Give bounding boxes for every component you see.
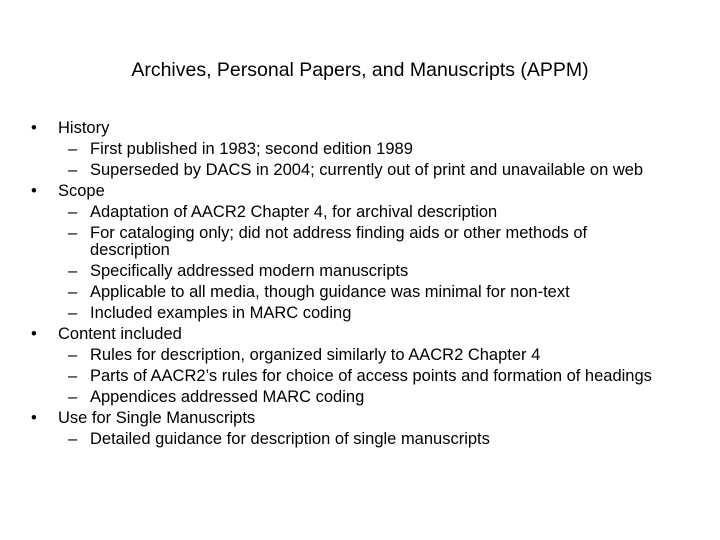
dash-icon: – bbox=[68, 161, 78, 179]
sub-bullet-text: Detailed guidance for description of single manuscripts bbox=[90, 430, 490, 448]
sub-bullet-item bbox=[58, 389, 720, 406]
dash-icon: – bbox=[68, 346, 78, 364]
bullet-item bbox=[0, 326, 720, 406]
bullet-item bbox=[0, 410, 720, 448]
sub-bullet-list bbox=[58, 347, 720, 406]
slide-title: Archives, Personal Papers, and Manuscripts (APPM) bbox=[131, 59, 589, 81]
sub-bullet-item bbox=[58, 284, 720, 301]
sub-bullet-text: Specifically addressed modern manuscripts bbox=[90, 262, 409, 280]
dash-icon: – bbox=[68, 367, 78, 385]
dash-icon: – bbox=[68, 140, 78, 158]
bullet-item bbox=[0, 183, 720, 322]
sub-bullet-text: First published in 1983; second edition 1989 bbox=[90, 140, 413, 158]
sub-bullet-text: For cataloging only; did not address finding aids or other methods of description bbox=[90, 224, 588, 259]
sub-bullet-list bbox=[58, 141, 720, 179]
sub-bullet-item bbox=[58, 162, 720, 179]
sub-bullet-list bbox=[58, 204, 720, 322]
sub-bullet-text: Adaptation of AACR2 Chapter 4, for archival description bbox=[90, 203, 498, 221]
bullet-label: Content included bbox=[58, 325, 182, 343]
sub-bullet-item bbox=[58, 225, 720, 259]
sub-bullet-item bbox=[58, 263, 720, 280]
bullet-label: Scope bbox=[58, 182, 105, 200]
bullet-icon: • bbox=[31, 409, 37, 427]
sub-bullet-text: Appendices addressed MARC coding bbox=[90, 388, 365, 406]
sub-bullet-item bbox=[58, 141, 720, 158]
sub-bullet-item bbox=[58, 347, 720, 364]
bullet-label: Use for Single Manuscripts bbox=[58, 409, 256, 427]
sub-bullet-text: Superseded by DACS in 2004; currently out of print and unavailable on web bbox=[90, 161, 644, 179]
sub-bullet-list bbox=[58, 431, 720, 448]
sub-bullet-item bbox=[58, 305, 720, 322]
bullet-icon: • bbox=[31, 119, 37, 137]
bullet-list bbox=[0, 120, 720, 448]
dash-icon: – bbox=[68, 388, 78, 406]
bullet-item bbox=[0, 120, 720, 179]
sub-bullet-item bbox=[58, 204, 720, 221]
sub-bullet-item bbox=[58, 431, 720, 448]
sub-bullet-item bbox=[58, 368, 720, 385]
dash-icon: – bbox=[68, 224, 78, 242]
dash-icon: – bbox=[68, 430, 78, 448]
bullet-icon: • bbox=[31, 182, 37, 200]
sub-bullet-text: Parts of AACR2’s rules for choice of access points and formation of headings bbox=[90, 367, 652, 385]
sub-bullet-text: Applicable to all media, though guidance was minimal for non-text bbox=[90, 283, 570, 301]
dash-icon: – bbox=[68, 203, 78, 221]
dash-icon: – bbox=[68, 283, 78, 301]
bullet-icon: • bbox=[31, 325, 37, 343]
sub-bullet-text: Included examples in MARC coding bbox=[90, 304, 352, 322]
dash-icon: – bbox=[68, 304, 78, 322]
bullet-label: History bbox=[58, 119, 110, 137]
sub-bullet-text: Rules for description, organized similarly to AACR2 Chapter 4 bbox=[90, 346, 541, 364]
dash-icon: – bbox=[68, 262, 78, 280]
